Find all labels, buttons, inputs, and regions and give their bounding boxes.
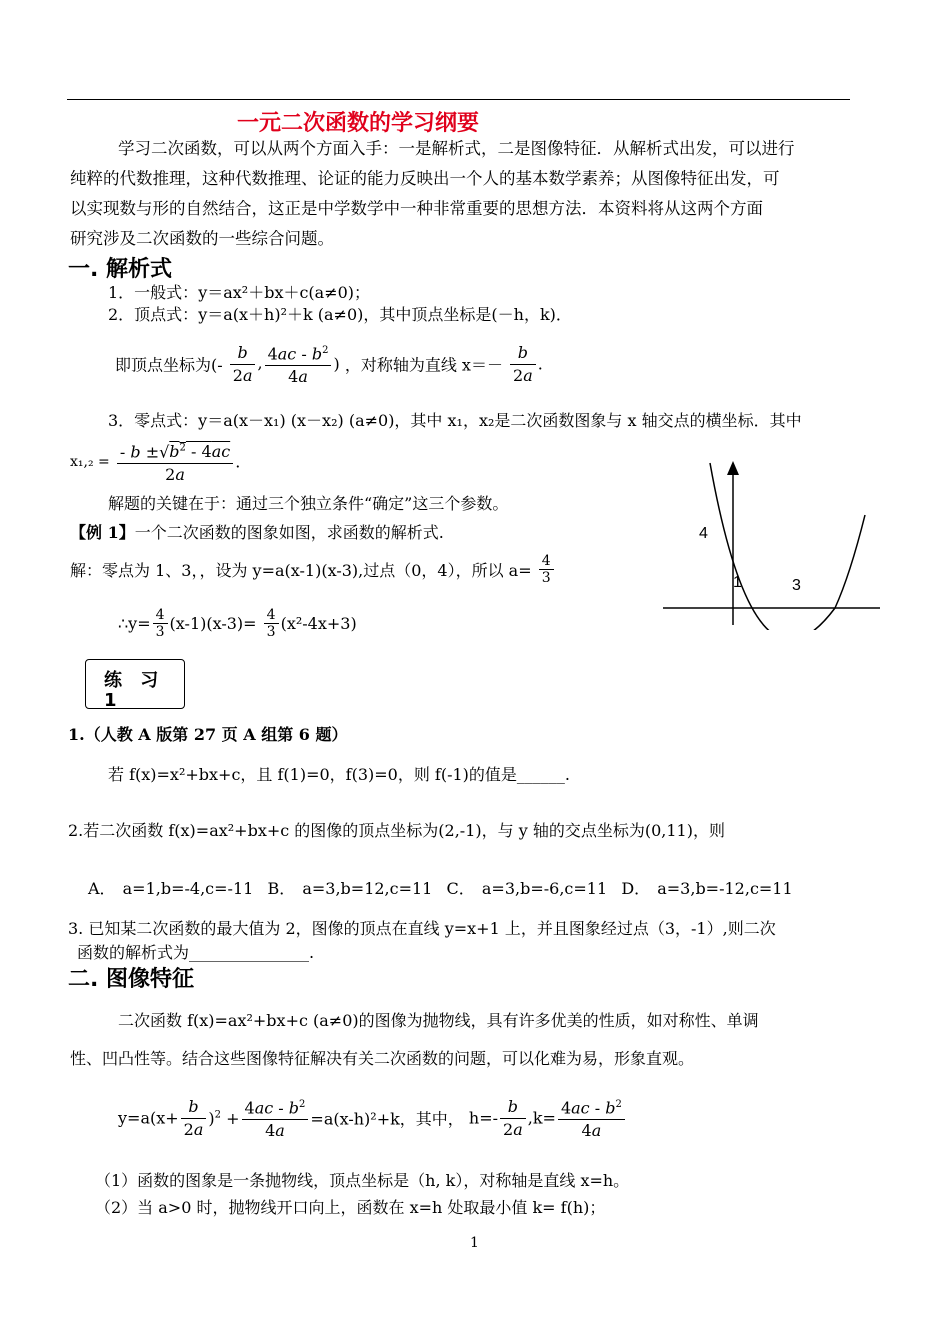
parabola-right-branch [835, 515, 865, 608]
roots-formula: x₁,₂ = $\frac{- b \pm√b^2 - 4ac}{2a}$ . [70, 438, 240, 486]
fraction-4-over-3: $\frac{4}{3}$ [539, 553, 554, 586]
label-root-3: 3 [792, 577, 801, 594]
section2-heading: 二. 图像特征 [68, 967, 195, 992]
section2-para-line2: 性、凹凸性等。结合这些图像特征解决有关二次函数的问题，可以化难为易，形象直观。 [70, 1049, 695, 1068]
label-root-1: 1 [733, 574, 742, 591]
fraction-h-b-over-2a: $\frac{b}{2a}$ [500, 1096, 526, 1141]
item1-prefix: 1．一般式： [108, 283, 199, 302]
q2-option-a[interactable]: A． a=1,b=-4,c=-11 [88, 879, 254, 898]
vertex-eq-left: y=a(x+ [118, 1108, 179, 1128]
solution-line [70, 553, 556, 586]
fraction-quadratic-formula: $\frac{- b \pm√b^2 - 4ac}{2a}$ [117, 438, 233, 486]
example-label: 【例 1】 [70, 523, 135, 542]
intro-line-3: 以实现数与形的自然结合，这正是中学数学中一种非常重要的思想方法．本资料将从这两个方面 [70, 199, 763, 218]
vertex-eq-h: h=- [468, 1108, 499, 1128]
page-number: 1 [470, 1235, 479, 1251]
label-y-intercept: 4 [699, 525, 708, 542]
q3-line1: 3. 已知某二次函数的最大值为 2，图像的顶点在直线 y=x+1 上，并且图象经过点（3，-1）,则二次 [68, 919, 776, 938]
intro-line-4: 研究涉及二次函数的一些综合问题。 [70, 229, 334, 248]
q2-option-c[interactable]: C． a=3,b=-6,c=11 [446, 879, 608, 898]
vertex-prefix: 即顶点坐标为(- [115, 355, 223, 375]
item1 [108, 280, 370, 303]
key-point: 解题的关键在于：通过三个独立条件“确定”这三个参数。 [108, 494, 509, 513]
therefore-line [118, 607, 357, 640]
y-axis-arrow-icon [727, 461, 739, 475]
fraction-4ac-b2-eq: $\frac{4ac - b^2}{4a}$ [242, 1094, 309, 1142]
section1-heading: 一. 解析式 [68, 257, 173, 282]
vertex-coord-line: 即顶点坐标为(- $\frac{b}{2a}$ , $\frac{4ac - b^2}{4a}$ ) ，对称轴为直线 x＝－ $\frac{b}{2a}$ . [115, 340, 543, 388]
vertex-eq-k: ,k= [527, 1108, 556, 1128]
fraction-4-over-3-b: $\frac{4}{3}$ [264, 607, 279, 640]
therefore-mid: (x-1)(x-3)= [169, 614, 257, 633]
item2 [108, 302, 572, 325]
q3-line2: 函数的解析式为_______________. [77, 943, 315, 962]
intro-line-2: 纯粹的代数推理，这种代数推理、论证的能力反映出一个人的基本数学素养；从图像特征出发，可 [70, 169, 780, 188]
parabola-left-branch [710, 463, 835, 630]
item1-formula: y＝ax²＋bx＋c(a≠0)； [198, 283, 371, 302]
vertex-axis: x＝－ [461, 355, 503, 375]
fraction-b-over-2a-eq: $\frac{b}{2a}$ [181, 1096, 207, 1141]
item3-line1: 3．零点式：y＝a(x－x₁) (x－x₂) (a≠0)，其中 x₁，x₂是二次函数图象与 x 轴交点的横坐标．其中 [108, 411, 802, 430]
intro-line-1: 学习二次函数，可以从两个方面入手：一是解析式，二是图像特征．从解析式出发，可以进行 [118, 139, 795, 158]
fraction-4-over-3-a: $\frac{4}{3}$ [153, 607, 168, 640]
solution-text: 解：零点为 1、3，，设为 y=a(x-1)(x-3),过点（0，4），所以 a= [70, 561, 532, 580]
intro-paragraph [70, 134, 885, 254]
fraction-4ac-b2-over-4a: $\frac{4ac - b^2}{4a}$ [265, 340, 332, 388]
point-1: （1）函数的图象是一条抛物线，顶点坐标是（h, k），对称轴是直线 x=h。 [95, 1171, 630, 1190]
page-title: 一元二次函数的学习纲要 [237, 111, 480, 136]
therefore-prefix: ∴y= [118, 614, 151, 633]
fraction-axis-b-over-2a: $\frac{b}{2a}$ [510, 342, 536, 387]
q1-source: 1.（人教 A 版第 27 页 A 组第 6 题） [68, 725, 348, 744]
fraction-b-over-2a: $\frac{b}{2a}$ [230, 342, 256, 387]
therefore-end: (x²-4x+3) [280, 614, 357, 633]
q2-option-b[interactable]: B． a=3,b=12,c=11 [267, 879, 433, 898]
q1-text: 若 f(x)=x²+bx+c，且 f(1)=0，f(3)=0，则 f(-1)的值是______. [108, 765, 570, 784]
vertex-mid: ，对称轴为直线 [344, 355, 457, 375]
vertex-eq-mid: =a(x-h)²+k，其中， [310, 1109, 464, 1129]
practice-label: 练 习 1 [104, 670, 165, 711]
vertex-form-equation: y=a(x+ $\frac{b}{2a}$ )$^2$ + $\frac{4ac - b^2}{4a}$ =a(x-h)²+k，其中， h=- $\frac{b}{2a}$ ,k= $\frac{4ac - b^2}{4a}$ [118, 1094, 627, 1142]
q2-text: 2.若二次函数 f(x)=ax²+bx+c 的图像的顶点坐标为(2,-1)，与 y 轴的交点坐标为(0,11)，则 [68, 821, 725, 840]
item2-suffix: 其中顶点坐标是(－h，k)． [379, 305, 572, 324]
fraction-k-4ac-b2: $\frac{4ac - b^2}{4a}$ [558, 1094, 625, 1142]
example-text: 一个二次函数的图象如图，求函数的解析式. [134, 523, 444, 542]
parabola-graph [655, 455, 885, 630]
item2-prefix: 2．顶点式： [108, 305, 199, 324]
section2-para-line1: 二次函数 f(x)=ax²+bx+c (a≠0)的图像为抛物线，具有许多优美的性质，如对称性、单调 [118, 1011, 759, 1030]
example-1 [70, 520, 444, 543]
item2-formula: y＝a(x＋h)²＋k (a≠0)， [198, 305, 380, 324]
point-2: （2）当 a>0 时，抛物线开口向上，函数在 x=h 处取最小值 k= f(h)； [95, 1198, 606, 1217]
q2-options [88, 876, 793, 899]
top-rule [67, 99, 850, 100]
q2-option-d[interactable]: D． a=3,b=-12,c=11 [621, 879, 793, 898]
roots-lhs: x₁,₂ = [70, 454, 110, 471]
